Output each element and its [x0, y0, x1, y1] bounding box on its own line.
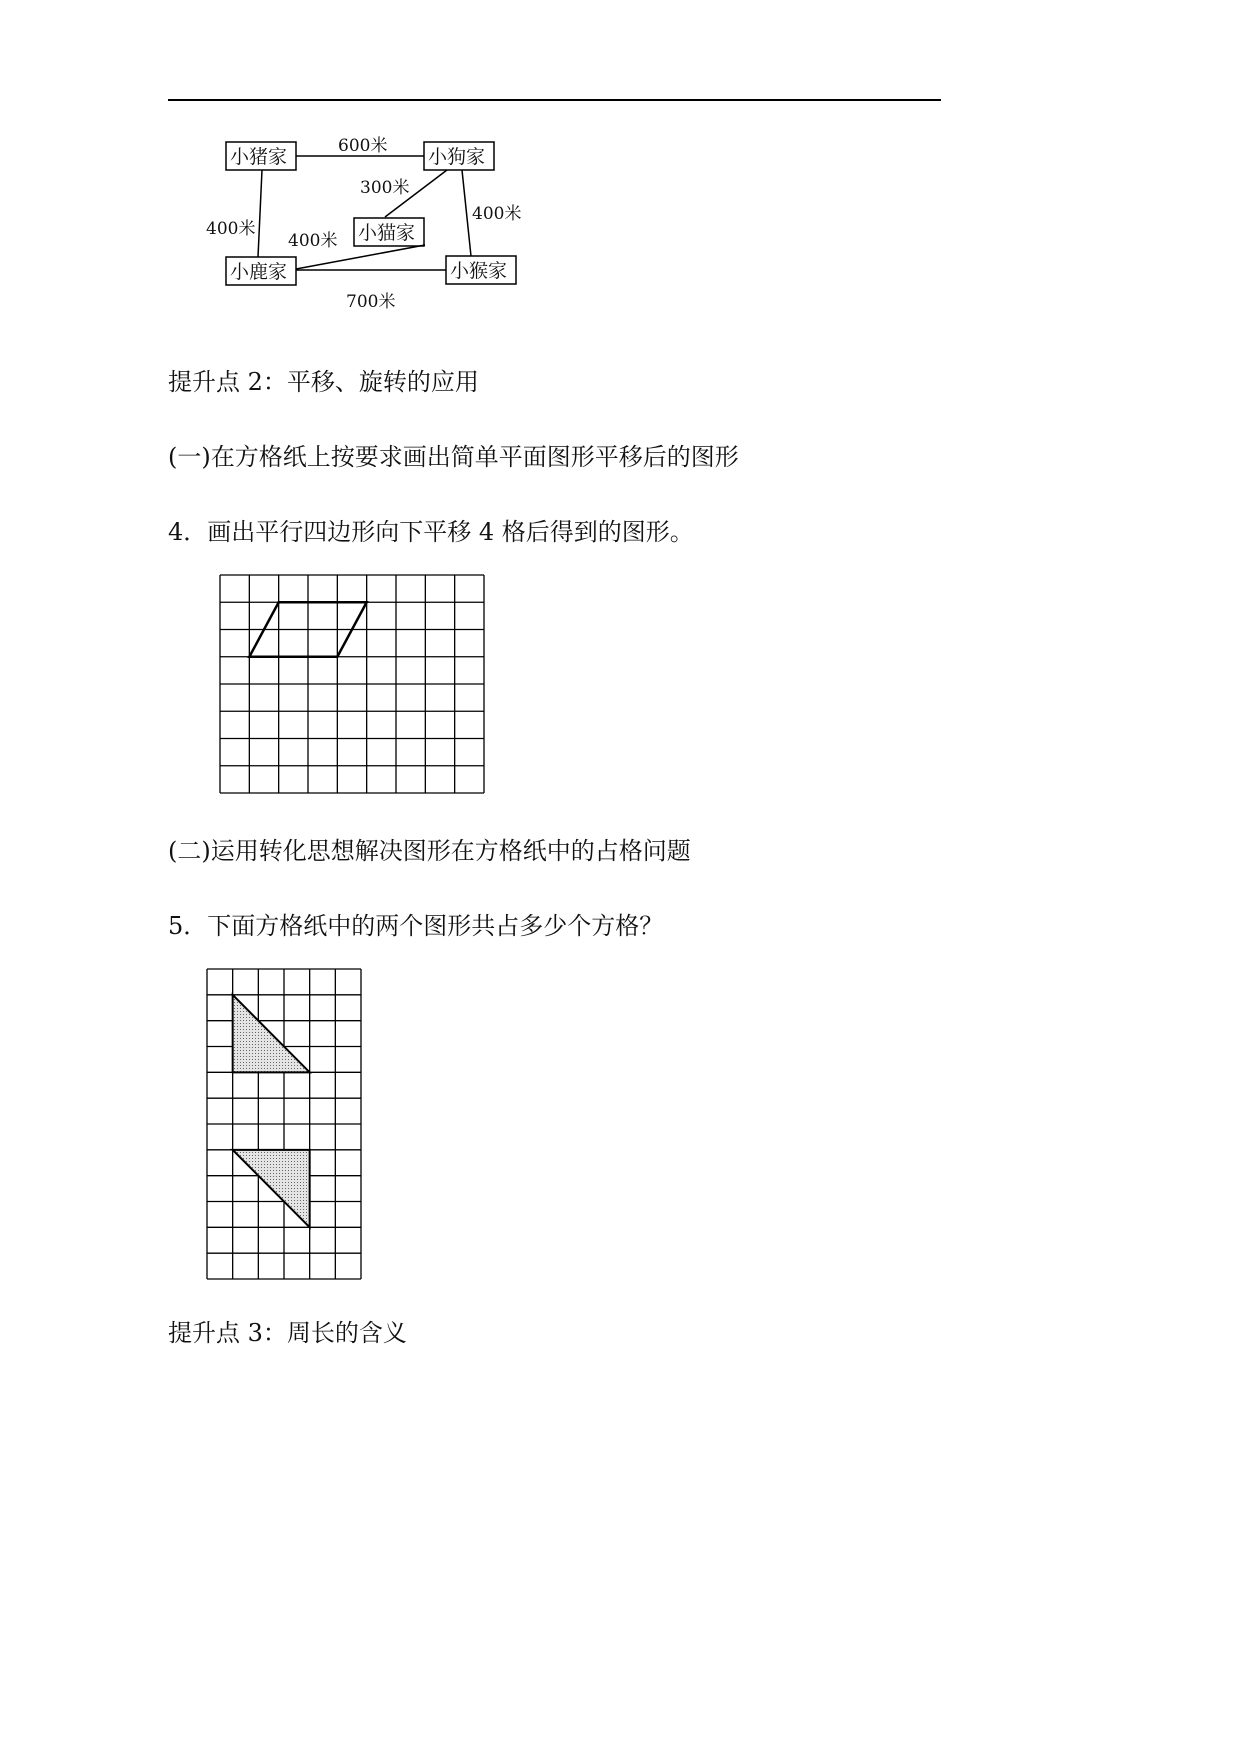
subheading-part1: (一)在方格纸上按要求画出简单平面图形平移后的图形 — [168, 443, 739, 471]
shaded-triangle — [233, 1150, 310, 1228]
subheading-part2: (二)运用转化思想解决图形在方格纸中的占格问题 — [168, 837, 691, 865]
road-pig-deer — [258, 170, 262, 257]
dist-pig-deer: 400米 — [206, 219, 256, 239]
dist-pig-dog: 600米 — [338, 136, 388, 156]
dist-dog-cat: 300米 — [360, 178, 410, 198]
house-cat: 小猫家 — [358, 222, 416, 244]
grid-paper-2 — [207, 969, 361, 1279]
house-dog: 小狗家 — [428, 146, 486, 168]
dist-deer-monkey: 700米 — [346, 292, 396, 312]
grid-paper-1 — [220, 575, 484, 793]
question-4: 4．画出平行四边形向下平移 4 格后得到的图形。 — [168, 518, 694, 546]
question-5: 5．下面方格纸中的两个图形共占多少个方格？ — [168, 912, 664, 940]
road-dog-monkey — [462, 170, 471, 256]
dist-deer-cat: 400米 — [288, 231, 338, 251]
house-deer: 小鹿家 — [230, 261, 288, 283]
heading-point3: 提升点 3：周长的含义 — [168, 1319, 407, 1347]
dist-dog-monkey: 400米 — [472, 204, 522, 224]
house-monkey: 小猴家 — [450, 260, 508, 282]
shaded-triangle — [233, 995, 310, 1073]
house-pig: 小猪家 — [230, 146, 288, 168]
heading-point2: 提升点 2：平移、旋转的应用 — [168, 368, 479, 396]
distance-map — [0, 0, 1241, 340]
